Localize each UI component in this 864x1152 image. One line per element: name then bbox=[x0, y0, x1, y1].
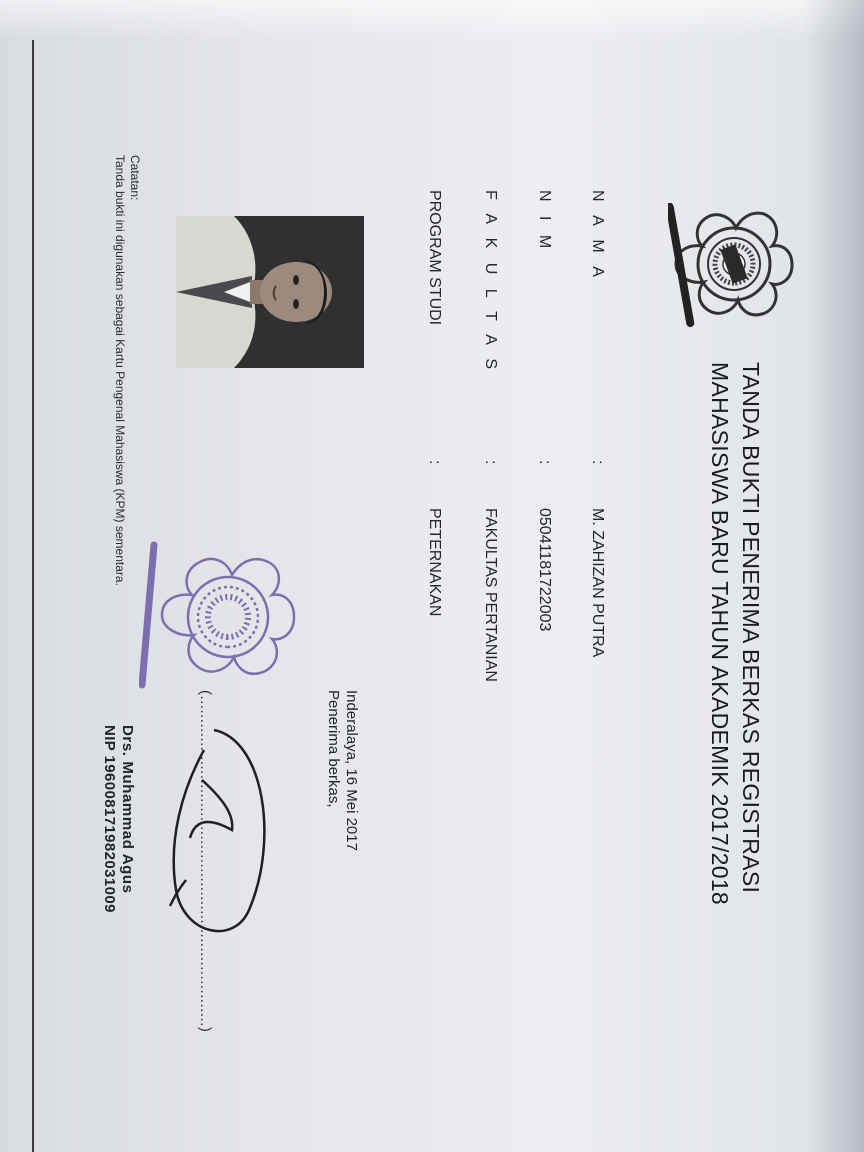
signatory-nip: NIP 196008171982031009 bbox=[101, 725, 118, 913]
document-title-line-2: MAHASISWA BARU TAHUN AKADEMIK 2017/2018 bbox=[707, 362, 733, 906]
field-label-nama: N A M A bbox=[589, 190, 606, 282]
field-value-nim: 05041181722003 bbox=[536, 508, 553, 632]
field-colon: : bbox=[536, 460, 553, 465]
field-label-fakultas: F A K U L T A S bbox=[482, 190, 499, 375]
field-value-program-studi: PETERNAKAN bbox=[426, 508, 443, 617]
note-text: Tanda bukti ini digunakan sebagai Kartu Pengenal Mahasiswa (KPM) sementara. bbox=[113, 155, 127, 586]
field-label-program-studi: PROGRAM STUDI bbox=[426, 190, 443, 326]
student-photo bbox=[176, 216, 364, 368]
field-colon: : bbox=[426, 460, 443, 465]
field-value-fakultas: FAKULTAS PERTANIAN bbox=[482, 508, 499, 682]
note-label: Catatan: bbox=[128, 155, 142, 201]
signatory-name: Drs. Muhammad Agus bbox=[119, 725, 136, 894]
official-stamp-icon bbox=[139, 535, 304, 700]
receiver-role: Penerima berkas, bbox=[325, 690, 342, 808]
field-colon: : bbox=[589, 460, 606, 465]
document-title-line-1: TANDA BUKTI PENERIMA BERKAS REGISTRASI bbox=[738, 362, 764, 894]
field-value-nama: M. ZAHIZAN PUTRA bbox=[589, 508, 606, 658]
handwritten-signature bbox=[164, 720, 274, 950]
university-seal-icon bbox=[668, 200, 798, 330]
signature-line: (.......................................................................) bbox=[197, 690, 214, 1033]
place-date: Inderalaya, 16 Mei 2017 bbox=[343, 690, 360, 851]
field-colon: : bbox=[482, 460, 499, 465]
field-label-nim: N I M bbox=[536, 190, 553, 254]
portrait-image bbox=[176, 216, 364, 368]
